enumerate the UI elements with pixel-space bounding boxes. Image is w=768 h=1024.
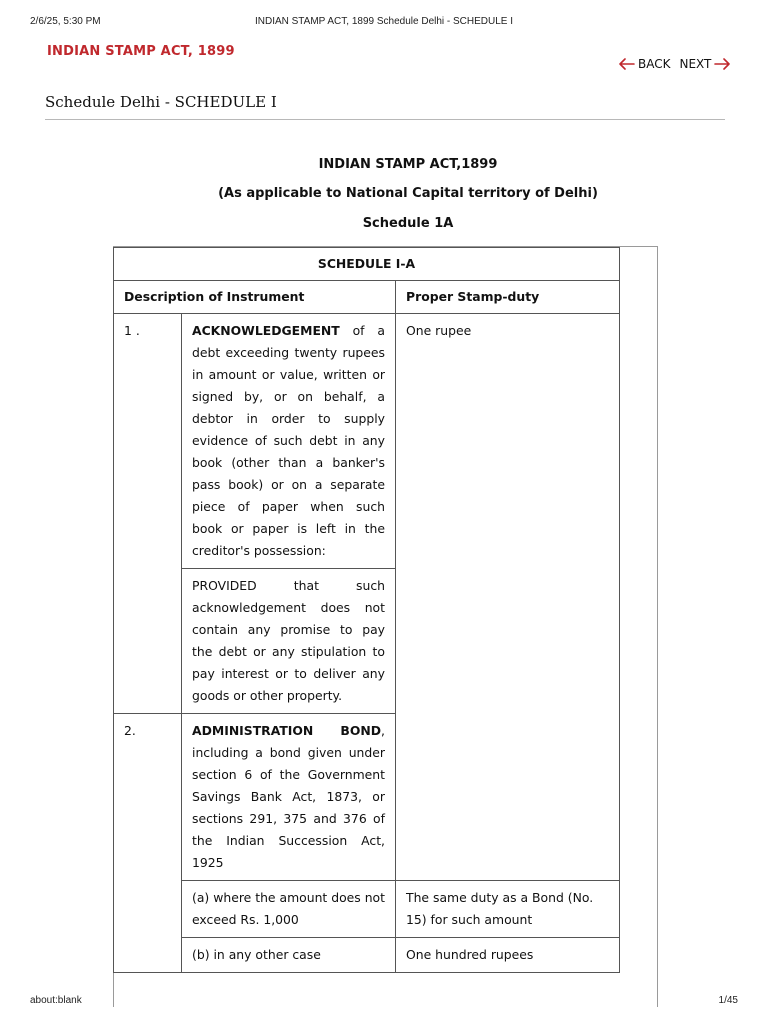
back-button[interactable]: [618, 57, 670, 71]
print-url: about:blank: [30, 995, 82, 1006]
arrow-left-icon: [618, 58, 635, 70]
arrow-right-icon: [714, 58, 731, 70]
instrument-term: ADMINISTRATION BOND: [192, 723, 382, 738]
next-button[interactable]: [679, 57, 731, 71]
act-title: INDIAN STAMP ACT, 1899: [47, 44, 235, 59]
table-row: [114, 938, 620, 973]
schedule-heading: Schedule Delhi - SCHEDULE I: [45, 93, 277, 111]
row-description: [182, 714, 396, 881]
back-label: BACK: [638, 57, 671, 71]
print-page-count: 1/45: [718, 995, 738, 1006]
instrument-text: , including a bond given under section 6 of the Government Savings Bank Act, 1873, or sections 291, 375 and 376 of the Indian Succession Act, 1925: [192, 723, 385, 870]
schedule-table: [113, 247, 620, 973]
print-datetime: 2/6/25, 5:30 PM: [30, 16, 101, 27]
col-duty-header: Proper Stamp-duty: [396, 281, 620, 314]
row-number: 2.: [114, 714, 182, 973]
sub-description: (a) where the amount does not exceed Rs. 1,000: [182, 881, 396, 938]
intro-schedule-label: Schedule 1A: [362, 216, 454, 231]
row-duty: One rupee: [396, 314, 620, 881]
sub-description: (b) in any other case: [182, 938, 396, 973]
instrument-term: ACKNOWLEDGEMENT: [192, 323, 340, 338]
intro-applicability: (As applicable to National Capital territory of Delhi): [218, 186, 598, 201]
row-number: 1 .: [114, 314, 182, 714]
print-title: INDIAN STAMP ACT, 1899 Schedule Delhi - SCHEDULE I: [254, 16, 514, 27]
page-navigation: [618, 57, 731, 71]
sub-duty: The same duty as a Bond (No. 15) for such amount: [396, 881, 620, 938]
col-description-header: Description of Instrument: [114, 281, 396, 314]
table-row: [114, 314, 620, 569]
table-row: [114, 881, 620, 938]
header-divider: [45, 119, 725, 120]
row-proviso: PROVIDED that such acknowledgement does not contain any promise to pay the debt or any stipulation to pay interest or to deliver any goods or other property.: [182, 569, 396, 714]
instrument-text: of a debt exceeding twenty rupees in amount or value, written or signed by, or on behalf, a debtor in order to supply evidence of such debt in any book (other than a banker's pass book) or on a separate piece of paper when such book or paper is left in the creditor's possession:: [192, 323, 385, 558]
table-caption: SCHEDULE I-A: [114, 248, 620, 281]
table-caption-row: [114, 248, 620, 281]
table-header-row: [114, 281, 620, 314]
sub-duty: One hundred rupees: [396, 938, 620, 973]
next-label: NEXT: [679, 57, 712, 71]
intro-act-title: INDIAN STAMP ACT,1899: [318, 157, 498, 172]
row-description: [182, 314, 396, 569]
